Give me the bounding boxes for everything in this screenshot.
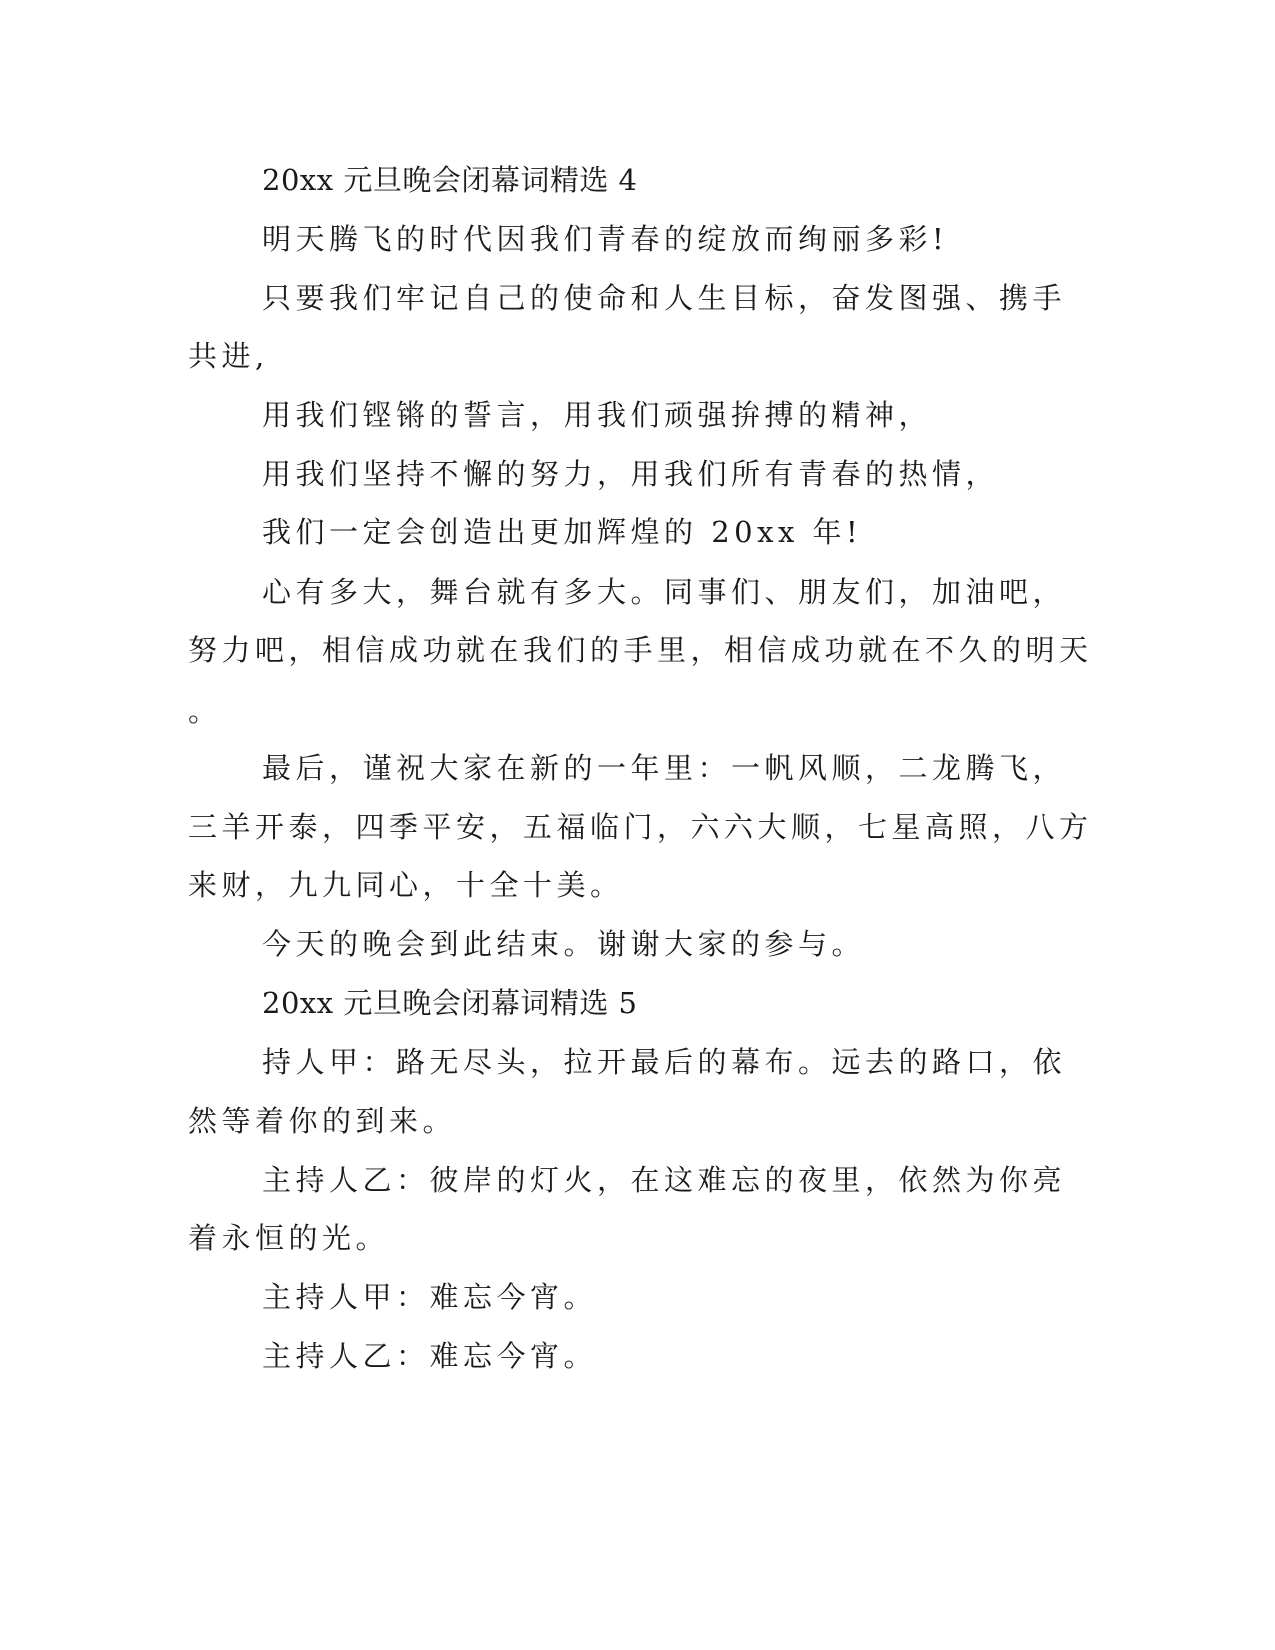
paragraph-line: 心有多大，舞台就有多大。同事们、朋友们，加油吧，: [262, 575, 1067, 609]
paragraph-line: 用我们铿锵的誓言，用我们顽强拚搏的精神，: [262, 398, 933, 432]
paragraph-line: 着永恒的光。: [188, 1221, 390, 1255]
paragraph-line: 主持人乙：彼岸的灯火，在这难忘的夜里，依然为你亮: [262, 1163, 1067, 1197]
section-5-heading: 20xx 元旦晚会闭幕词精选 5: [262, 986, 638, 1020]
paragraph-line: 来财，九九同心，十全十美。: [188, 868, 624, 902]
paragraph-line: 主持人乙：难忘今宵。: [262, 1339, 598, 1373]
paragraph-line: 今天的晚会到此结束。谢谢大家的参与。: [262, 927, 866, 961]
paragraph-line: 共进,: [188, 339, 269, 373]
paragraph-line: 明天腾飞的时代因我们青春的绽放而绚丽多彩!: [262, 222, 949, 256]
paragraph-line: 努力吧，相信成功就在我们的手里，相信成功就在不久的明天: [188, 633, 1093, 667]
paragraph-line: 。: [188, 694, 222, 728]
paragraph-line: 最后，谨祝大家在新的一年里：一帆风顺，二龙腾飞，: [262, 751, 1067, 785]
paragraph-line: 只要我们牢记自己的使命和人生目标，奋发图强、携手: [262, 281, 1067, 315]
paragraph-line: 三羊开泰，四季平安，五福临门，六六大顺，七星高照，八方: [188, 810, 1093, 844]
section-4-heading: 20xx 元旦晚会闭幕词精选 4: [262, 163, 638, 197]
paragraph-line: 持人甲：路无尽头，拉开最后的幕布。远去的路口，依: [262, 1045, 1067, 1079]
paragraph-line: 用我们坚持不懈的努力，用我们所有青春的热情，: [262, 457, 1000, 491]
paragraph-line: 我们一定会创造出更加辉煌的 20xx 年!: [262, 515, 863, 549]
paragraph-line: 主持人甲：难忘今宵。: [262, 1280, 598, 1314]
paragraph-line: 然等着你的到来。: [188, 1104, 457, 1138]
